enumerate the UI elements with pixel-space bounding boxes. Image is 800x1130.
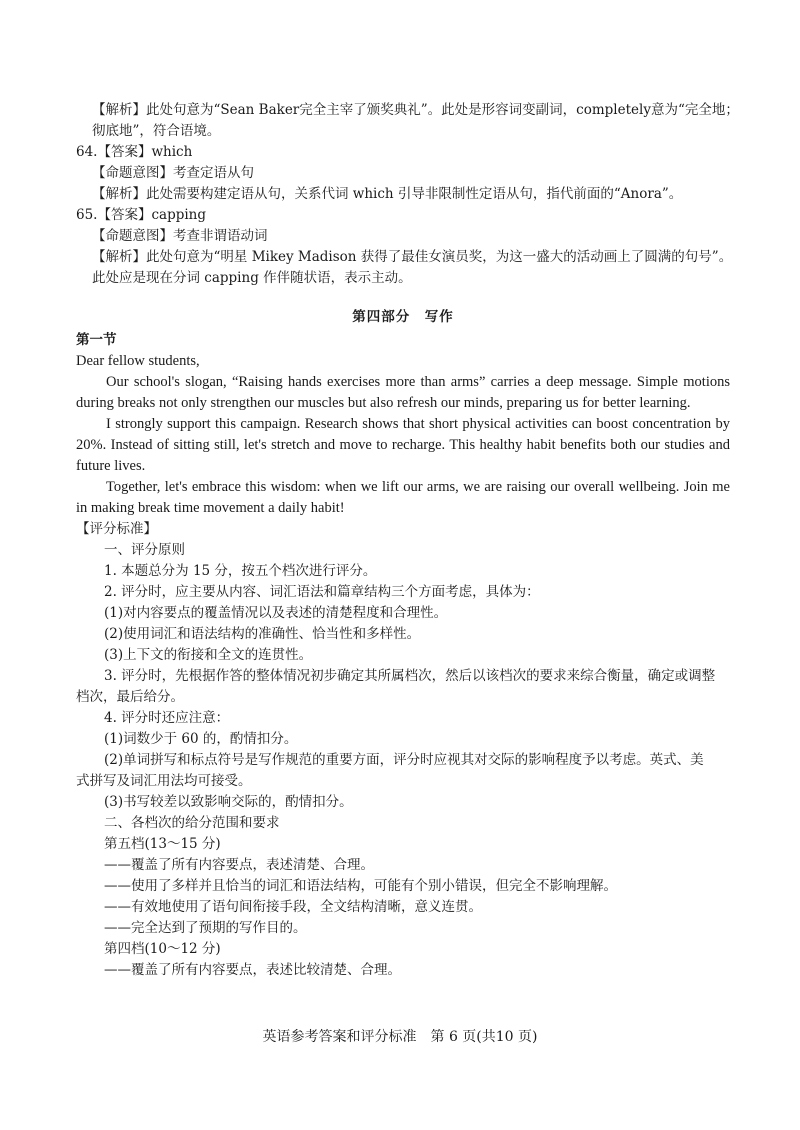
essay-greeting: Dear fellow students, <box>76 353 200 369</box>
rubric-rule-4: 4. 评分时还应注意： <box>104 710 230 726</box>
q65-analysis-line1: 【解析】此处句意为“明星 Mikey Madison 获得了最佳女演员奖，为这一盛大的活动画上了圆满的句号”。 <box>92 249 733 265</box>
level5-criterion-d: ——完全达到了预期的写作目的。 <box>104 920 307 936</box>
rubric-rule-4b-line2: 式拼写及词汇用法均可接受。 <box>76 773 252 789</box>
essay-paragraph-3: Together, let's embrace this wisdom: when we lift our arms, we are raising our overall wellbeing. Join me in making break time movement a daily habit! <box>76 479 730 516</box>
rubric-rule-4b-line1: (2)单词拼写和标点符号是写作规范的重要方面，评分时应视其对交际的影响程度予以考虑。英式、美 <box>104 752 704 768</box>
rubric-rule-3-line1: 3. 评分时，先根据作答的整体情况初步确定其所属档次，然后以该档次的要求来综合衡量，确定或调整 <box>104 668 716 684</box>
rubric-rule-2c: (3)上下文的衔接和全文的连贯性。 <box>104 647 313 663</box>
essay-paragraph-2: I strongly support this campaign. Research shows that short physical activities can boost concentration by 20%. Instead of sitting still, let's stretch and move to recharge. This healthy habit benefits both our studies and future lives. <box>76 416 730 474</box>
level5-criterion-c: ——有效地使用了语句间衔接手段，全文结构清晰，意义连贯。 <box>104 899 482 915</box>
rubric-levels-title: 二、各档次的给分范围和要求 <box>104 815 280 831</box>
rubric-rule-4a: (1)词数少于 60 的，酌情扣分。 <box>104 731 298 747</box>
q63-analysis-line2: 彻底地”，符合语境。 <box>92 123 221 139</box>
rubric-rule-2b: (2)使用词汇和语法结构的准确性、恰当性和多样性。 <box>104 626 421 642</box>
rubric-rule-2a: (1)对内容要点的覆盖情况以及表述的清楚程度和合理性。 <box>104 605 448 621</box>
model-essay <box>76 351 730 519</box>
q64-answer: 64.【答案】which <box>76 144 193 160</box>
rubric-rule-2: 2. 评分时，应主要从内容、词汇语法和篇章结构三个方面考虑，具体为： <box>104 584 540 600</box>
level4-title: 第四档(10～12 分) <box>104 941 221 957</box>
level5-criterion-b: ——使用了多样并且恰当的词汇和语法结构，可能有个别小错误，但完全不影响理解。 <box>104 878 617 894</box>
level5-title: 第五档(13～15 分) <box>104 836 221 852</box>
subsection-title: 第一节 <box>76 332 117 348</box>
q63-analysis-line1: 【解析】此处句意为“Sean Baker完全主宰了颁奖典礼”。此处是形容词变副词，completely意为“完全地； <box>92 102 739 118</box>
q64-analysis: 【解析】此处需要构建定语从句，关系代词 which 引导非限制性定语从句，指代前面的“Anora”。 <box>92 186 683 202</box>
rubric-principles-title: 一、评分原则 <box>104 542 185 558</box>
section-title: 第四部分 写作 <box>352 309 454 325</box>
level5-criterion-a: ——覆盖了所有内容要点，表述清楚、合理。 <box>104 857 374 873</box>
q64-intent: 【命题意图】考查定语从句 <box>92 165 254 181</box>
rubric-rule-4c: (3)书写较差以致影响交际的，酌情扣分。 <box>104 794 353 810</box>
rubric-title: 【评分标准】 <box>76 521 157 537</box>
page-footer: 英语参考答案和评分标准 第 6 页(共10 页) <box>262 1029 538 1045</box>
rubric-rule-3-line2: 档次，最后给分。 <box>76 689 184 705</box>
level4-criterion-a: ——覆盖了所有内容要点，表述比较清楚、合理。 <box>104 962 401 978</box>
essay-paragraph-1: Our school's slogan, “Raising hands exercises more than arms” carries a deep message. Simple motions during breaks not only strengthen our muscles but also refresh our minds, preparing us for better learning. <box>76 374 730 411</box>
q65-analysis-line2: 此处应是现在分词 capping 作伴随状语，表示主动。 <box>92 270 412 286</box>
q65-intent: 【命题意图】考查非谓语动词 <box>92 228 268 244</box>
q65-answer: 65.【答案】capping <box>76 207 207 223</box>
rubric-rule-1: 1. 本题总分为 15 分，按五个档次进行评分。 <box>104 563 377 579</box>
